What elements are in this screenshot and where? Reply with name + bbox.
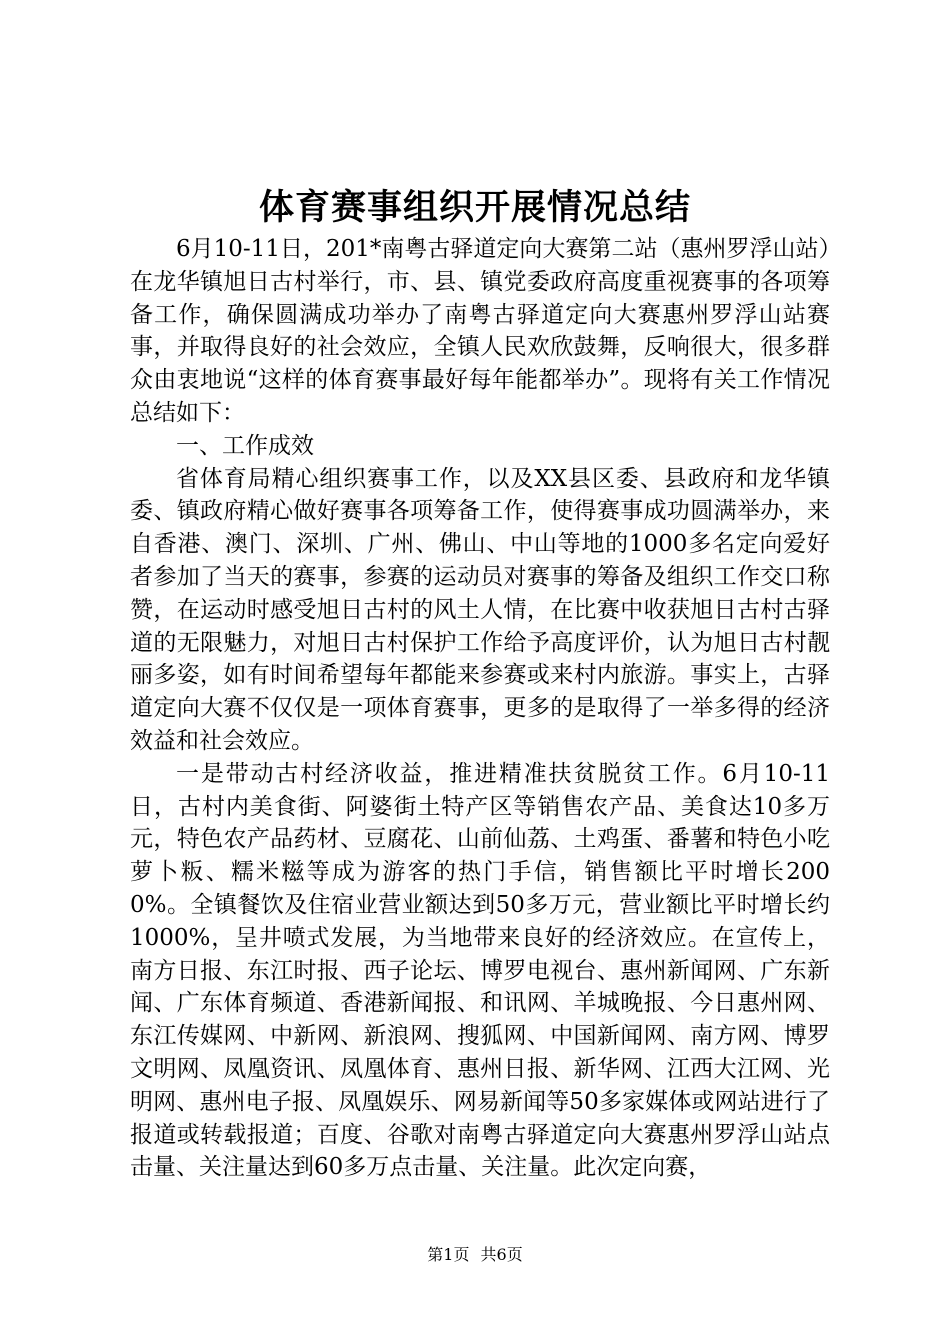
paragraph-results: 省体育局精心组织赛事工作，以及XX县区委、县政府和龙华镇委、镇政府精心做好赛事各项筹备工作，使得赛事成功圆满举办，来自香港、澳门、深圳、广州、佛山、中山等地的1000多名定向爱好者参加了当天的赛事，参赛的运动员对赛事的筹备及组织工作交口称赞，在运动时感受旭日古村的风土人情，在比赛中收获旭日古村古驿道的无限魅力，对旭日古村保护工作给予高度评价，认为旭日古村靓丽多姿，如有时间希望每年都能来参赛或来村内旅游。事实上，古驿道定向大赛不仅仅是一项体育赛事，更多的是取得了一举多得的经济效益和社会效应。	[130, 465, 830, 754]
document-body	[130, 233, 830, 1184]
page-number-current: 第1页	[427, 1245, 470, 1264]
document-title: 体育赛事组织开展情况总结	[258, 187, 691, 228]
page-footer	[0, 1243, 950, 1267]
page-number-total: 共6页	[480, 1245, 523, 1264]
paragraph-economic-benefits: 一是带动古村经济收益，推进精准扶贫脱贫工作。6月10-11日，古村内美食街、阿婆街土特产区等销售农产品、美食达10多万元，特色农产品药材、豆腐花、山前仙荔、土鸡蛋、番薯和特色小吃萝卜粄、糯米糍等成为游客的热门手信，销售额比平时增长2000%。全镇餐饮及住宿业营业额达到50多万元，营业额比平时增长约1000%，呈井喷式发展，为当地带来良好的经济效应。在宣传上，南方日报、东江时报、西子论坛、博罗电视台、惠州新闻网、广东新闻、广东体育频道、香港新闻报、和讯网、羊城晚报、今日惠州网、东江传媒网、中新网、新浪网、搜狐网、中国新闻网、南方网、博罗文明网、凤凰资讯、凤凰体育、惠州日报、新华网、江西大江网、光明网、惠州电子报、凤凰娱乐、网易新闻等50多家媒体或网站进行了报道或转载报道；百度、谷歌对南粤古驿道定向大赛惠州罗浮山站点击量、关注量达到60多万点击量、关注量。此次定向赛，	[130, 760, 830, 1181]
paragraph-intro: 6月10-11日，201*南粤古驿道定向大赛第二站（惠州罗浮山站）在龙华镇旭日古村举行，市、县、镇党委政府高度重视赛事的各项筹备工作，确保圆满成功举办了南粤古驿道定向大赛惠州罗浮山站赛事，并取得良好的社会效应，全镇人民欢欣鼓舞，反响很大，很多群众由衷地说“这样的体育赛事最好每年能都举办”。现将有关工作情况总结如下：	[130, 236, 830, 426]
section-heading-work-results: 一、工作成效	[176, 432, 314, 459]
